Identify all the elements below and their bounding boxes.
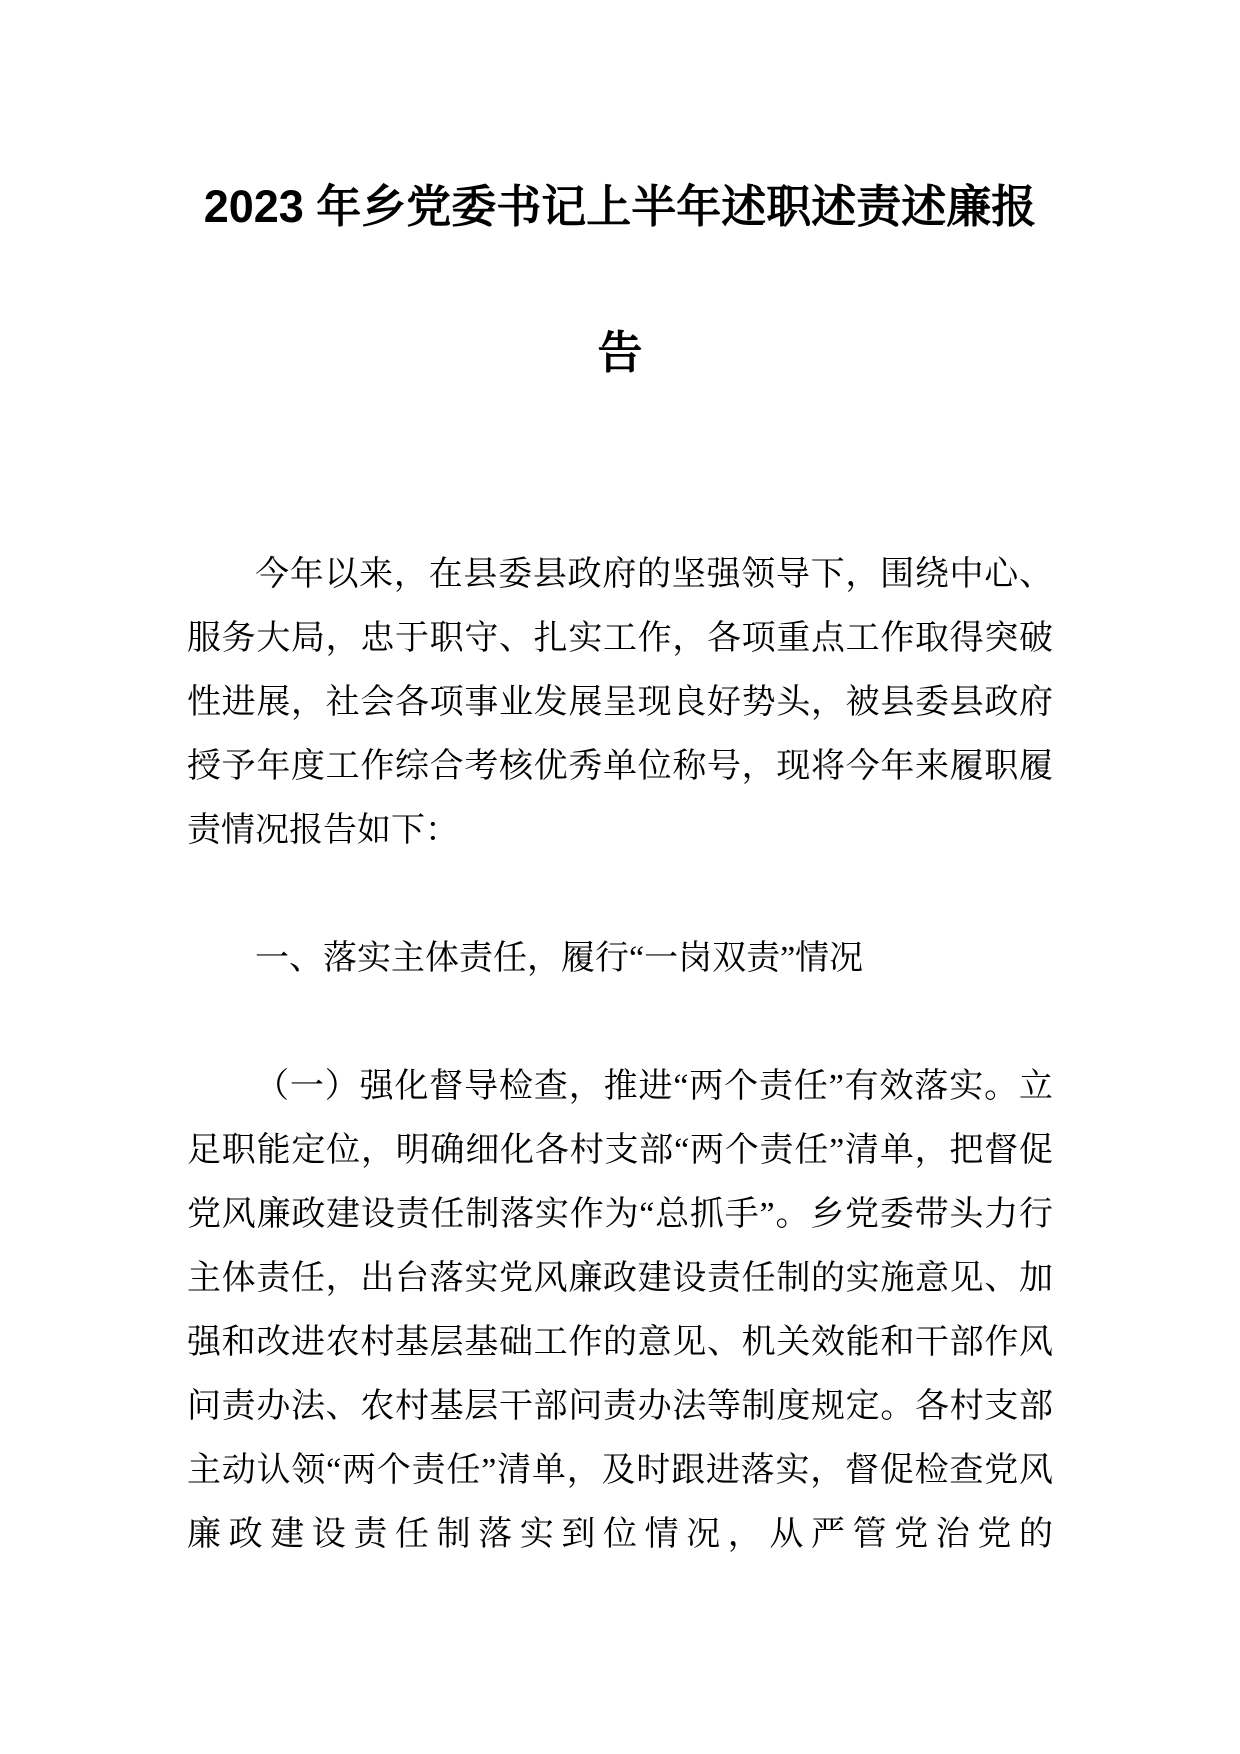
paragraph-intro: 今年以来，在县委县政府的坚强领导下，围绕中心、服务大局，忠于职守、扎实工作，各项重点工作取得突破性进展，社会各项事业发展呈现良好势头，被县委县政府授予年度工作综合考核优秀单位称号，现将今年来履职履责情况报告如下： (187, 556, 1053, 849)
paragraph-section-1-item-1: （一）强化督导检查，推进“两个责任”有效落实。立足职能定位，明确细化各村支部“两个责任”清单，把督促党风廉政建设责任制落实作为“总抓手”。乡党委带头力行主体责任，出台落实党风廉政建设责任制的实施意见、加强和改进农村基层基础工作的意见、机关效能和干部作风问责办法、农村基层干部问责办法等制度规定。各村支部主动认领“两个责任”清单，及时跟进落实，督促检查党风廉政建设责任制落实到位情况，从严管党治党的 (187, 1068, 1053, 1553)
document-title: 2023 年乡党委书记上半年述职述责述廉报告 (203, 181, 1037, 378)
section-heading-1: 一、落实主体责任，履行“一岗双责”情况 (255, 940, 864, 977)
